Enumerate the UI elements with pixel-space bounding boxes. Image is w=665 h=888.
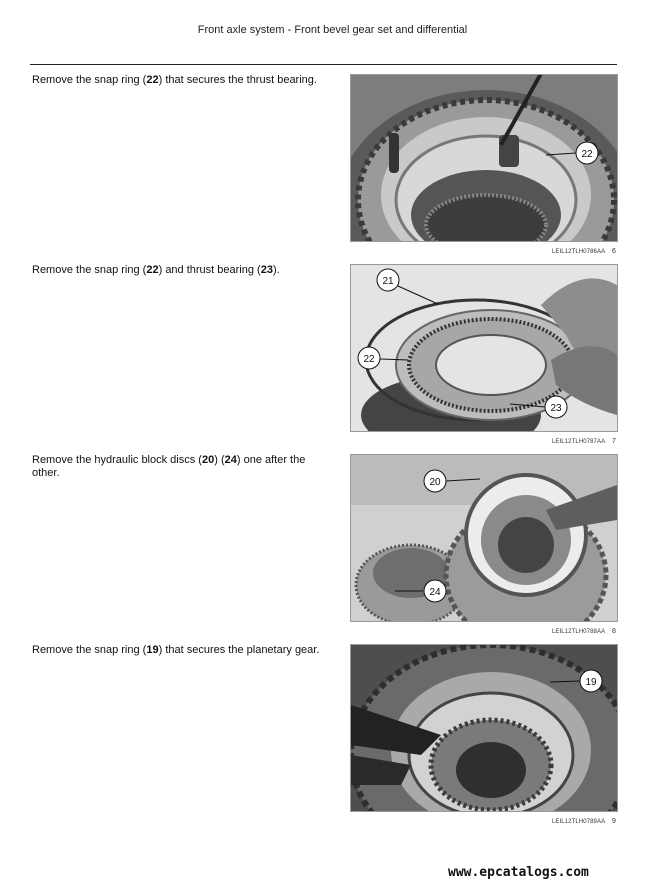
- step-3-instruction: Remove the hydraulic block discs (20) (24) one after the other.: [32, 454, 306, 479]
- callout-19: 19: [585, 677, 597, 688]
- ref-number: 23: [260, 264, 273, 276]
- step-2-callouts: [350, 264, 616, 430]
- figure-code: LEIL12TLH0787AA: [552, 439, 606, 445]
- callout-24: 24: [429, 587, 441, 598]
- step-4-instruction: Remove the snap ring (19) that secures the planetary gear.: [32, 644, 320, 656]
- figure-number: 7: [612, 438, 616, 445]
- step-3-callouts: [350, 454, 616, 620]
- step-4-callouts: [350, 644, 616, 810]
- callout-22: 22: [363, 354, 375, 365]
- header-divider: [30, 64, 617, 65]
- ref-number: 24: [224, 454, 237, 466]
- step-2-instruction: Remove the snap ring (22) and thrust bearing (23).: [32, 264, 280, 276]
- watermark-link[interactable]: www.epcatalogs.com: [448, 865, 589, 880]
- figure-number: 9: [612, 818, 616, 825]
- page-title: Front axle system - Front bevel gear set and differential: [197, 24, 468, 36]
- callout-23: 23: [550, 403, 562, 414]
- step-1-callouts: [350, 74, 616, 240]
- ref-number: 22: [146, 264, 159, 276]
- figure-code: LEIL12TLH0789AA: [552, 819, 606, 825]
- step-1-instruction: Remove the snap ring (22) that secures the thrust bearing.: [32, 74, 317, 86]
- ref-number: 22: [146, 74, 159, 86]
- ref-number: 19: [146, 644, 159, 656]
- ref-number: 20: [201, 454, 215, 466]
- callout-22: 22: [581, 149, 593, 160]
- callout-21: 21: [382, 276, 394, 287]
- figure-code: LEIL12TLH0788AA: [552, 629, 606, 635]
- figure-number: 8: [612, 628, 616, 635]
- callout-20: 20: [429, 477, 441, 488]
- figure-code: LEIL12TLH0786AA: [552, 249, 606, 255]
- figure-number: 6: [612, 248, 616, 255]
